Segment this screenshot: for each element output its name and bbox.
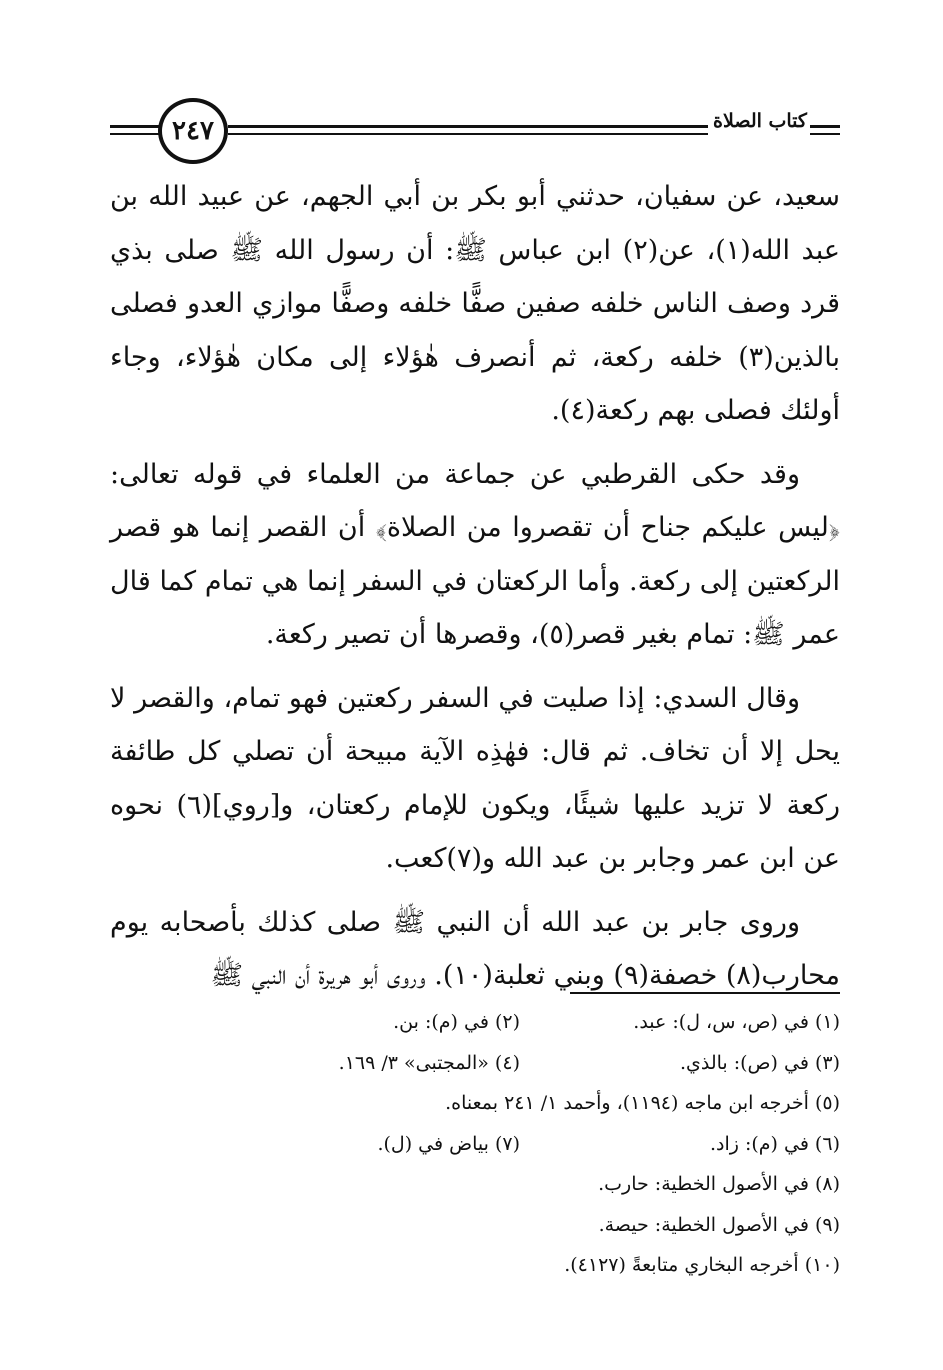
paragraph: وروى جابر بن عبد الله أن النبي ﷺ صلى كذلك بأصحابه يوم محارب(٨) خصفة(٩) وبني ثعلبة(١٠). وروى أبو هريرة أن النبي ﷺ — [110, 906, 840, 991]
footnote-separator — [570, 992, 840, 994]
footnote: (٢) في (م): بن. — [393, 1011, 520, 1033]
footnote-row — [110, 1245, 840, 1286]
footnote: (١٠) أخرجه البخاري متابعةً (٤١٢٧). — [564, 1254, 840, 1276]
page-number: ٢٤٧ — [158, 98, 228, 164]
footnote-row — [110, 1083, 840, 1124]
footnote-row — [110, 1124, 840, 1165]
footnote-row — [110, 1205, 840, 1246]
footnote: (٧) بياض في (ل). — [377, 1132, 520, 1155]
header-rule — [228, 125, 708, 128]
paragraph: وقال السدي: إذا صليت في السفر ركعتين فهو تمام، والقصر لا يحل إلا أن تخاف. ثم قال: فهٰذِه الآية مبيحة أن تصلي كل طائفة ركعة لا تزيد عليها شيئًا، ويكون للإمام ركعتان، و[روي](٦) نحوه عن ابن عمر وجابر بن عبد الله و(٧)كعب. — [110, 682, 841, 874]
header-rule — [228, 133, 708, 135]
footnotes — [110, 1002, 840, 1286]
header-rule — [810, 133, 840, 135]
footnote: (١) في (ص، س، ل): عبد. — [633, 1011, 840, 1033]
main-text — [110, 170, 840, 1013]
footnote: (٣) في (ص): بالذي. — [679, 1051, 840, 1074]
header-rule — [810, 125, 840, 128]
footnote-row — [110, 1164, 840, 1205]
running-title: كتاب الصلاة — [710, 110, 810, 132]
footnote: (٩) في الأصول الخطية: حيصة. — [598, 1213, 840, 1236]
header-rule — [110, 125, 162, 128]
footnote-row — [110, 1043, 840, 1084]
footnote: (٤) «المجتبى» ٣/ ١٦٩. — [338, 1051, 520, 1074]
paragraph: سعيد، عن سفيان، حدثني أبو بكر بن أبي الجهم، عن عبيد الله بن عبد الله(١)، عن(٢) ابن عباس ﷺ: أن رسول الله ﷺ صلى بذي قرد وصف الناس خلفه صفين صفًّا خلفه وصفًّا موازي العدو فصلى بالذين(٣) خلفه ركعة، ثم أنصرف هٰؤلاء إلى مكان هٰؤلاء، وجاء أولئك فصلى بهم ركعة(٤). — [110, 181, 840, 426]
header-rule — [110, 133, 162, 135]
footnote: (٨) في الأصول الخطية: حارب. — [598, 1173, 840, 1195]
page-header — [110, 96, 840, 166]
footnote: (٥) أخرجه ابن ماجه (١١٩٤)، وأحمد ١/ ٢٤١ بمعناه. — [445, 1092, 840, 1114]
footnote: (٦) في (م): زاد. — [709, 1132, 840, 1155]
footnote-row — [110, 1002, 840, 1043]
paragraph: وقد حكى القرطبي عن جماعة من العلماء في قوله تعالى: ﴿ليس عليكم جناح أن تقصروا من الصلاة﴾ أن القصر إنما هو قصر الركعتين إلى ركعة. وأما الركعتان في السفر إنما هي تمام كما قال عمر ﷺ: تمام بغير قصر(٥)، وقصرها أن تصير ركعة. — [110, 458, 840, 650]
